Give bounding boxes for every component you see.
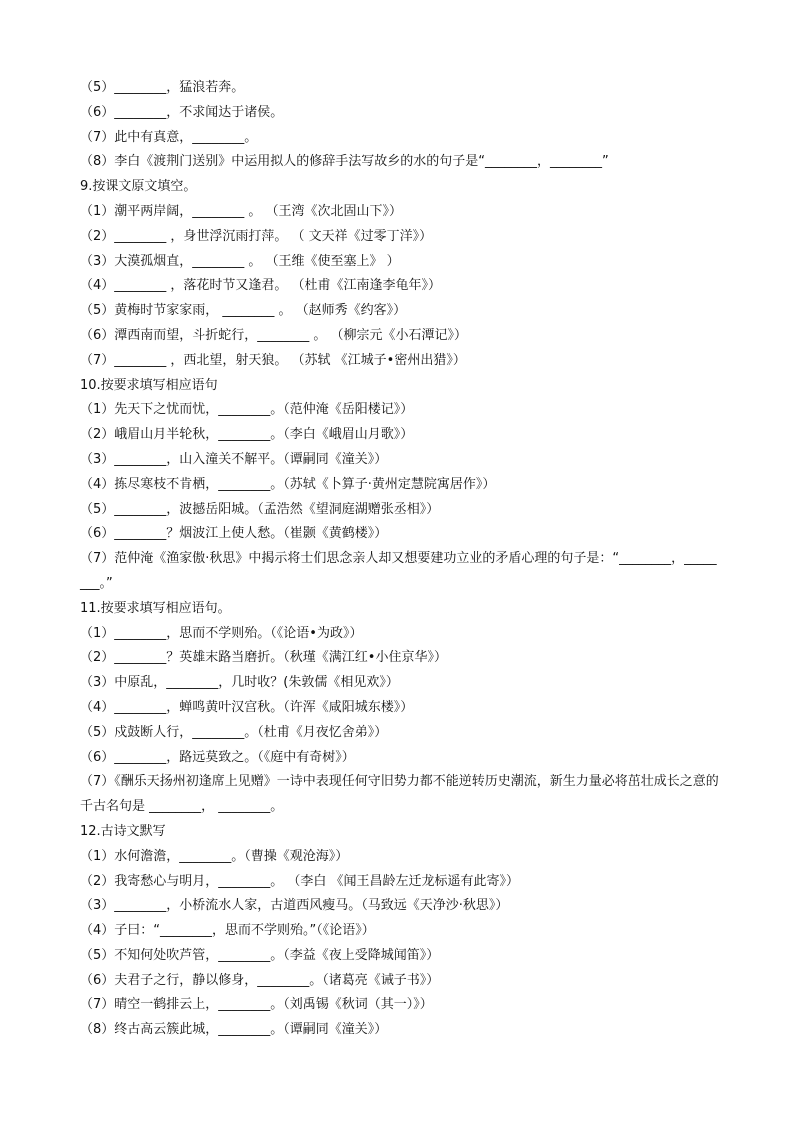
exercise-line: （4）________ ，落花时节又逢君。 （杜甫《江南逢李龟年》）	[80, 278, 442, 294]
exercise-line: （5）不知何处吹芦管，________。（李益《夜上受降城闻笛》）	[80, 947, 440, 963]
exercise-line: （6）潭西南而望，斗折蛇行，________ 。 （柳宗元《小石潭记》）	[80, 327, 468, 343]
exercise-line: （5）戍鼓断人行，________。（杜甫《月夜忆舍弟》）	[80, 724, 388, 740]
exercise-line: （5）________，猛浪若奔。	[80, 80, 245, 95]
exercise-line: （7）此中有真意，________。	[80, 129, 258, 145]
exercise-line: （6）夫君子之行，静以修身，________。（诸葛亮《诫子书》）	[80, 972, 440, 988]
exercise-line: （4）________，蝉鸣黄叶汉宫秋。（许浑《咸阳城东楼》）	[80, 699, 414, 715]
exercise-line: （7）范仲淹《渔家傲·秋思》中揭示将士们思念亲人却又想要建功立业的矛盾心理的句子是：“________，________。”	[80, 551, 717, 591]
exercise-line: （8）李白《渡荆门送别》中运用拟人的修辞手法写故乡的水的句子是“________，________”	[80, 154, 609, 170]
exercise-line: （3）大漠孤烟直，________ 。 （王维《使至塞上》 ）	[80, 253, 400, 269]
exercise-line: （8）终古高云簇此城，________。（谭嗣同《潼关》）	[80, 1022, 388, 1038]
exercise-line: （1）潮平两岸阔，________ 。 （王湾《次北固山下》）	[80, 203, 403, 219]
exercise-line: （2）峨眉山月半轮秋，________。（李白《峨眉山月歌》）	[80, 427, 414, 443]
exercise-line: （1）先天下之忧而忧，________。（范仲淹《岳阳楼记》）	[80, 402, 414, 418]
exercise-line: （6）________？烟波江上使人愁。（崔颢《黄鹤楼》）	[80, 526, 388, 542]
exercise-line: （2）________？英雄末路当磨折。（秋瑾《满江红•小住京华》）	[80, 650, 447, 666]
exercise-line: （7）晴空一鹤排云上，________。（刘禹锡《秋词（其一）》）	[80, 997, 433, 1013]
section-heading: 11.按要求填写相应语句。	[80, 600, 231, 616]
exercise-line: （7）《酬乐天扬州初逢席上见赠》一诗中表现任何守旧势力都不能逆转历史潮流，新生力量必将茁壮成长之意的千古名句是 ________， ________。	[80, 774, 719, 815]
exercise-line: （4）子曰：“________，思而不学则殆。”（《论语》）	[80, 923, 375, 939]
exercise-line: （6）________，路远莫致之。（《庭中有奇树》）	[80, 749, 355, 765]
exercise-line: （6）________，不求闻达于诸侯。	[80, 104, 284, 120]
exercise-line: （3）________，小桥流水人家，古道西风瘦马。（马致远《天净沙·秋思》）	[80, 898, 509, 914]
exercise-line: （2）我寄愁心与明月，________。 （李白 《闻王昌龄左迁龙标遥有此寄》）	[80, 873, 520, 889]
exercise-line: （1）水何澹澹，________。（曹操《观沧海》）	[80, 848, 349, 864]
section-heading: 9.按课文原文填空。	[80, 179, 197, 195]
exercise-line: （5）________，波撼岳阳城。（孟浩然《望洞庭湖赠张丞相》）	[80, 501, 440, 517]
exercise-line: （5）黄梅时节家家雨， ________ 。 （赵师秀《约客》）	[80, 303, 407, 319]
exercise-line: （2）________ ，身世浮沉雨打萍。 （ 文天祥《过零丁洋》）	[80, 228, 433, 244]
exercise-line: （4）拣尽寒枝不肯栖，________。（苏轼《卜算子·黄州定慧院寓居作》）	[80, 476, 496, 492]
section-heading: 10.按要求填写相应语句	[80, 377, 218, 393]
exercise-list	[80, 76, 720, 1043]
exercise-line: （7）________ ，西北望，射天狼。 （苏轼 《江城子•密州出猎》）	[80, 352, 466, 368]
exercise-line: （3）________，山入潼关不解平。（谭嗣同《潼关》）	[80, 451, 388, 467]
section-heading: 12.古诗文默写	[80, 823, 166, 839]
exercise-line: （1）________，思而不学则殆。（《论语•为政》）	[80, 625, 363, 641]
exercise-line: （3）中原乱，________，几时收？(朱敦儒《相见欢》）	[80, 675, 399, 691]
